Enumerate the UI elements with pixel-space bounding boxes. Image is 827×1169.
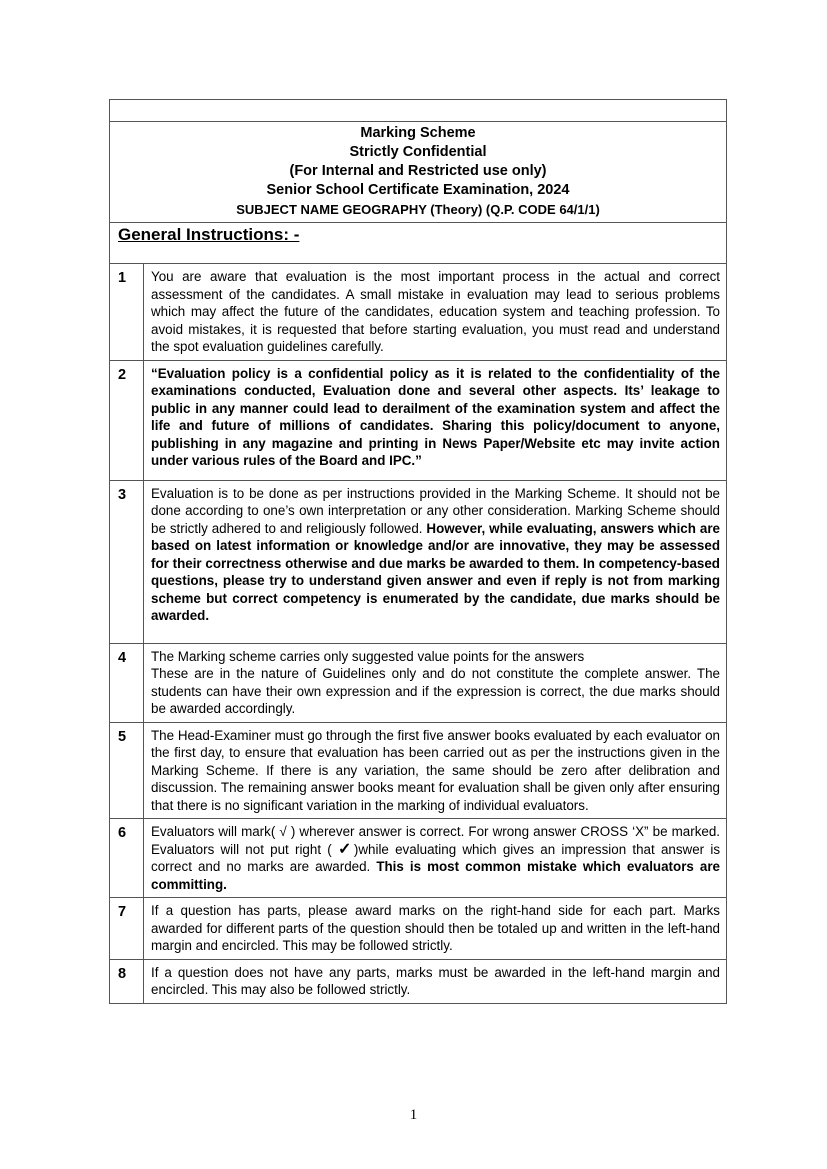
instruction-row [110,819,727,898]
instruction-text-continued: )while evaluating which gives an impression that answer is correct and no marks are awarded. [151,841,721,874]
instruction-number: 6 [110,819,144,898]
instruction-number: 3 [110,480,144,643]
instruction-number: 5 [110,722,144,819]
instruction-row [110,898,727,960]
page-number: 1 [409,1107,418,1123]
instruction-number: 4 [110,643,144,722]
title-marking-scheme: Marking Scheme [360,125,476,141]
title-row [110,122,727,223]
instruction-bold-text: However, while evaluating, answers which are based on latest information or knowledge and/or are innovative, they may be assessed for their correctness otherwise and due marks be awarded to them. In competency-based questions, please try to understand given answer and even if reply is not from marking scheme but correct competency is enumerated by the candidate, due marks should be awarded. [151,520,720,623]
instruction-text-block [144,819,727,898]
title-confidential: Strictly Confidential [349,144,487,160]
instruction-text: Evaluation is to be done as per instructions provided in the Marking Scheme. It should not be done according to one’s own interpretation or any other consideration. Marking Scheme should be strictly adhered to and religiously followed. [151,485,720,536]
instruction-number: 8 [110,959,144,1003]
instruction-number: 7 [110,898,144,960]
instruction-text: If a question has parts, please award marks on the right-hand side for each part. Marks awarded for different parts of the question should then be totaled up and written in the left-hand margin and encircled. This may be followed strictly. [144,898,727,960]
instruction-text: Evaluators will mark( √ ) wherever answer is correct. For wrong answer CROSS ‘X” be marked. Evaluators will not put right ( [151,824,720,857]
instruction-row [110,722,727,819]
instruction-bold-text: This is most common mistake which evaluators are committing. [151,859,720,892]
title-subject: SUBJECT NAME GEOGRAPHY (Theory) (Q.P. CODE 64/1/1) [236,202,600,217]
instruction-row [110,959,727,1003]
instruction-text-block [144,643,727,722]
instruction-row [110,643,727,722]
instruction-text-line1: The Marking scheme carries only suggested value points for the answers [151,648,585,664]
instruction-text: If a question does not have any parts, marks must be awarded in the left-hand margin and encircled. This may also be followed strictly. [144,959,727,1003]
blank-row [110,100,727,122]
instruction-number: 2 [110,360,144,480]
title-block [110,122,727,223]
general-instructions-row [110,223,727,264]
marking-scheme-table [109,99,727,1004]
instruction-row [110,480,727,643]
instruction-number: 1 [110,264,144,361]
check-mark-icon: ✓ [337,840,354,858]
title-exam-name: Senior School Certificate Examination, 2024 [266,182,570,198]
instruction-text-line2: These are in the nature of Guidelines only and do not constitute the complete answer. The students can have their own expression and if the expression is correct, the due marks should be awarded accordingly. [151,666,720,716]
title-restricted-use: (For Internal and Restricted use only) [289,163,547,179]
instruction-text: You are aware that evaluation is the most important process in the actual and correct assessment of the candidates. A small mistake in evaluation may lead to serious problems which may affect the future of the candidates, education system and teaching profession. To avoid mistakes, it is requested that before starting evaluation, you must read and understand the spot evaluation guidelines carefully. [144,264,727,361]
instruction-row [110,360,727,480]
instruction-row [110,264,727,361]
instruction-text: The Head-Examiner must go through the first five answer books evaluated by each evaluator on the first day, to ensure that evaluation has been carried out as per the instructions given in the Marking Scheme. If there is any variation, the same should be zero after delibration and discussion. The remaining answer books meant for evaluation shall be given only after ensuring that there is no significant variation in the marking of individual evaluators. [144,722,727,819]
instruction-text: “Evaluation policy is a confidential policy as it is related to the confidentiality of the examinations conducted, Evaluation done and several other aspects. Its’ leakage to public in any manner could lead to derailment of the examination system and affect the life and future of millions of candidates. Sharing this policy/document to anyone, publishing in any magazine and printing in News Paper/Website etc may invite action under various rules of the Board and IPC.” [144,360,727,480]
general-instructions-heading: General Instructions: - [118,225,300,244]
instruction-text-block [144,480,727,643]
